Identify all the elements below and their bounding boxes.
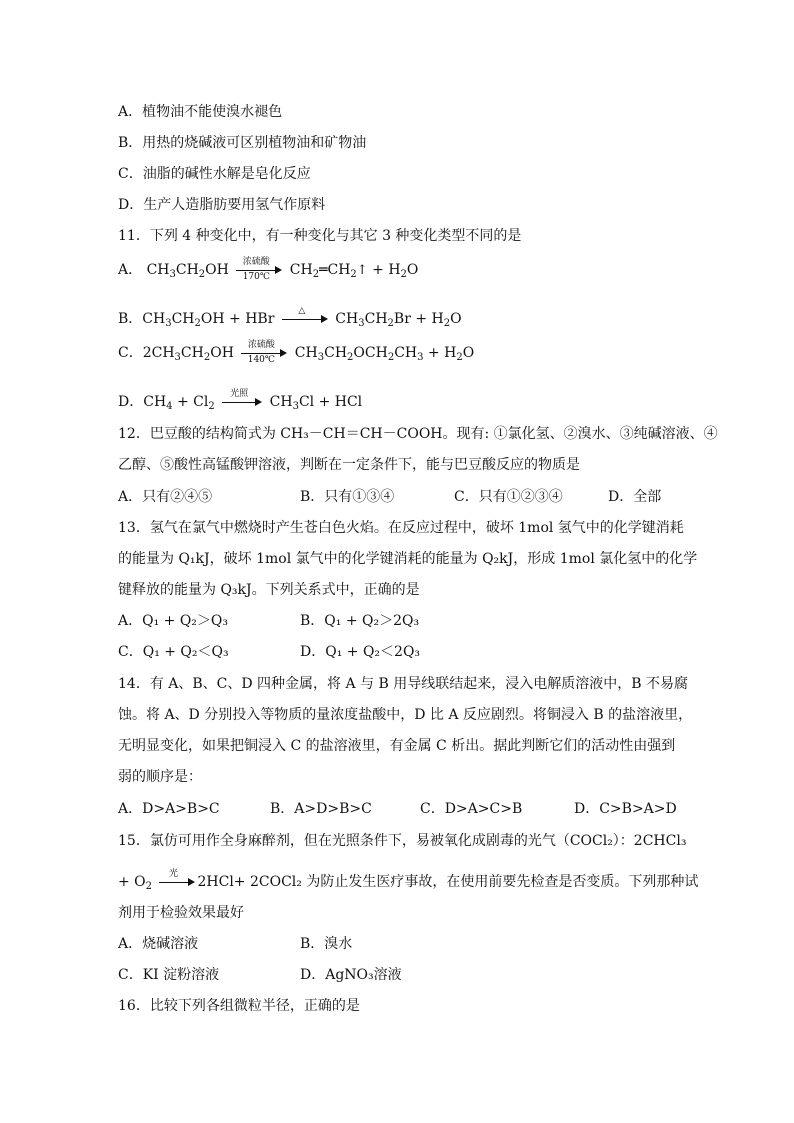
q14-stem-line4: 弱的顺序是： bbox=[118, 769, 202, 785]
q12-option-b: B．只有①③④ bbox=[300, 489, 395, 505]
q13-stem-line3: 键释放的能量为 Q₃kJ。下列关系式中，正确的是 bbox=[118, 582, 420, 598]
q12-option-c: C．只有①②③④ bbox=[454, 489, 563, 505]
q11-c-condition-above: 浓硫酸 bbox=[247, 340, 275, 350]
q15-stem-line2-text: 2HCl+ 2COCl₂ 为防止发生医疗事故，在使用前要先检查是否变质。下列那种试 bbox=[197, 874, 699, 890]
q13-option-c: C．Q₁ + Q₂＜Q₃ bbox=[118, 644, 229, 660]
q11-a-condition-above: 浓硫酸 bbox=[242, 257, 270, 267]
q11-option-d: D．$CH_4 + Cl_2$ 光照 $CH_3Cl$ + HCl bbox=[118, 389, 363, 412]
q11-option-a: A． $CH_3CH_2OH$ 浓硫酸 170℃ $CH_2═CH_2↑ + H_2O$ bbox=[118, 257, 419, 282]
q14-option-b: B．A>D>B>C bbox=[270, 801, 372, 817]
q11-d-label: D． bbox=[118, 394, 144, 410]
q12-stem-line2: 乙醇、⑤酸性高锰酸钾溶液，判断在一定条件下，能与巴豆酸反应的物质是 bbox=[118, 457, 580, 473]
q15-stem-line1: 15．氯仿可用作全身麻醉剂，但在光照条件下，易被氧化成剧毒的光气（COCl₂）：2CHCl₃ bbox=[118, 833, 687, 849]
q15-option-c: C．KI 淀粉溶液 bbox=[118, 967, 220, 983]
q10-option-d: D．生产人造脂肪要用氢气作原料 bbox=[118, 197, 326, 213]
q10-option-b: B．用热的烧碱液可区别植物油和矿物油 bbox=[118, 135, 367, 151]
q11-c-label: C． bbox=[118, 345, 143, 361]
q15-stem-line2: + $O_2$ 光 2HCl+ 2COCl₂ 为防止发生医疗事故，在使用前要先检查是否变质。下列那种试 bbox=[118, 869, 699, 892]
q11-a-condition-below: 170℃ bbox=[242, 272, 270, 282]
q13-option-a: A．Q₁ + Q₂＞Q₃ bbox=[118, 613, 229, 629]
q16-stem: 16．比较下列各组微粒半径，正确的是 bbox=[118, 998, 360, 1014]
q10-option-c: C．油脂的碱性水解是皂化反应 bbox=[118, 166, 311, 182]
q15-condition-above: 光 bbox=[168, 869, 178, 879]
q15-option-d: D．AgNO₃溶液 bbox=[300, 967, 402, 983]
q14-stem-line1: 14．有 A、B、C、D 四种金属，将 A 与 B 用导线联结起来，浸入电解质溶液中，B 不易腐 bbox=[118, 676, 688, 692]
q10-option-a: A．植物油不能使溴水褪色 bbox=[118, 104, 283, 120]
q13-stem-line2: 的能量为 Q₁kJ，破坏 1mol 氯气中的化学键消耗的能量为 Q₂kJ，形成 1mol 氯化氢中的化学 bbox=[118, 551, 698, 567]
q12-stem-line1: 12．巴豆酸的结构简式为 CH₃－CH＝CH－COOH。现有: ①氯化氢、②溴水、③纯碱溶液、④ bbox=[118, 426, 718, 442]
q12-option-a: A．只有②④⑤ bbox=[118, 489, 213, 505]
q11-stem: 11．下列 4 种变化中，有一种变化与其它 3 种变化类型不同的是 bbox=[118, 228, 522, 244]
q14-stem-line2: 蚀。将 A、D 分别投入等物质的量浓度盐酸中，D 比 A 反应剧烈。将铜浸入 B 的盐溶液里， bbox=[118, 707, 693, 723]
gas-up-arrow-icon: ↑ bbox=[356, 263, 368, 278]
q11-d-condition-above: 光照 bbox=[230, 389, 249, 399]
q14-stem-line3: 无明显变化，如果把铜浸入 C 的盐溶液里，有金属 C 析出。据此判断它们的活动性由强到 bbox=[118, 738, 676, 754]
q15-option-a: A．烧碱溶液 bbox=[118, 936, 199, 952]
q13-option-d: D．Q₁ + Q₂＜2Q₃ bbox=[300, 644, 421, 660]
q14-option-a: A．D>A>B>C bbox=[118, 801, 220, 817]
reaction-arrow-icon bbox=[236, 257, 282, 282]
q11-b-condition-above: △ bbox=[298, 306, 306, 316]
q14-option-c: C．D>A>C>B bbox=[420, 801, 523, 817]
reaction-arrow-icon bbox=[222, 389, 262, 412]
reaction-arrow-icon bbox=[241, 340, 287, 365]
q12-option-d: D．全部 bbox=[608, 489, 662, 505]
q11-option-c: C．$2CH_3CH_2OH$ 浓硫酸 140℃ $CH_3CH_2OCH_2CH_3 + H_2O$ bbox=[118, 340, 475, 365]
q15-stem-line3: 剂用于检验效果最好 bbox=[118, 905, 244, 921]
q11-c-condition-below: 140℃ bbox=[247, 355, 275, 365]
q15-option-b: B．溴水 bbox=[300, 936, 353, 952]
q14-option-d: D．C>B>A>D bbox=[574, 801, 677, 817]
q11-option-b: B．$CH_3CH_2OH$ + HBr △ $CH_3CH_2Br + H_2O$ bbox=[118, 306, 462, 329]
reaction-arrow-icon bbox=[159, 869, 195, 892]
reaction-arrow-icon bbox=[282, 306, 328, 329]
q11-b-label: B． bbox=[118, 311, 143, 327]
q13-option-b: B．Q₁ + Q₂＞2Q₃ bbox=[300, 613, 420, 629]
q13-stem-line1: 13．氢气在氯气中燃烧时产生苍白色火焰。在反应过程中，破坏 1mol 氢气中的化学键消耗 bbox=[118, 520, 684, 536]
q11-a-label: A． bbox=[118, 262, 143, 278]
